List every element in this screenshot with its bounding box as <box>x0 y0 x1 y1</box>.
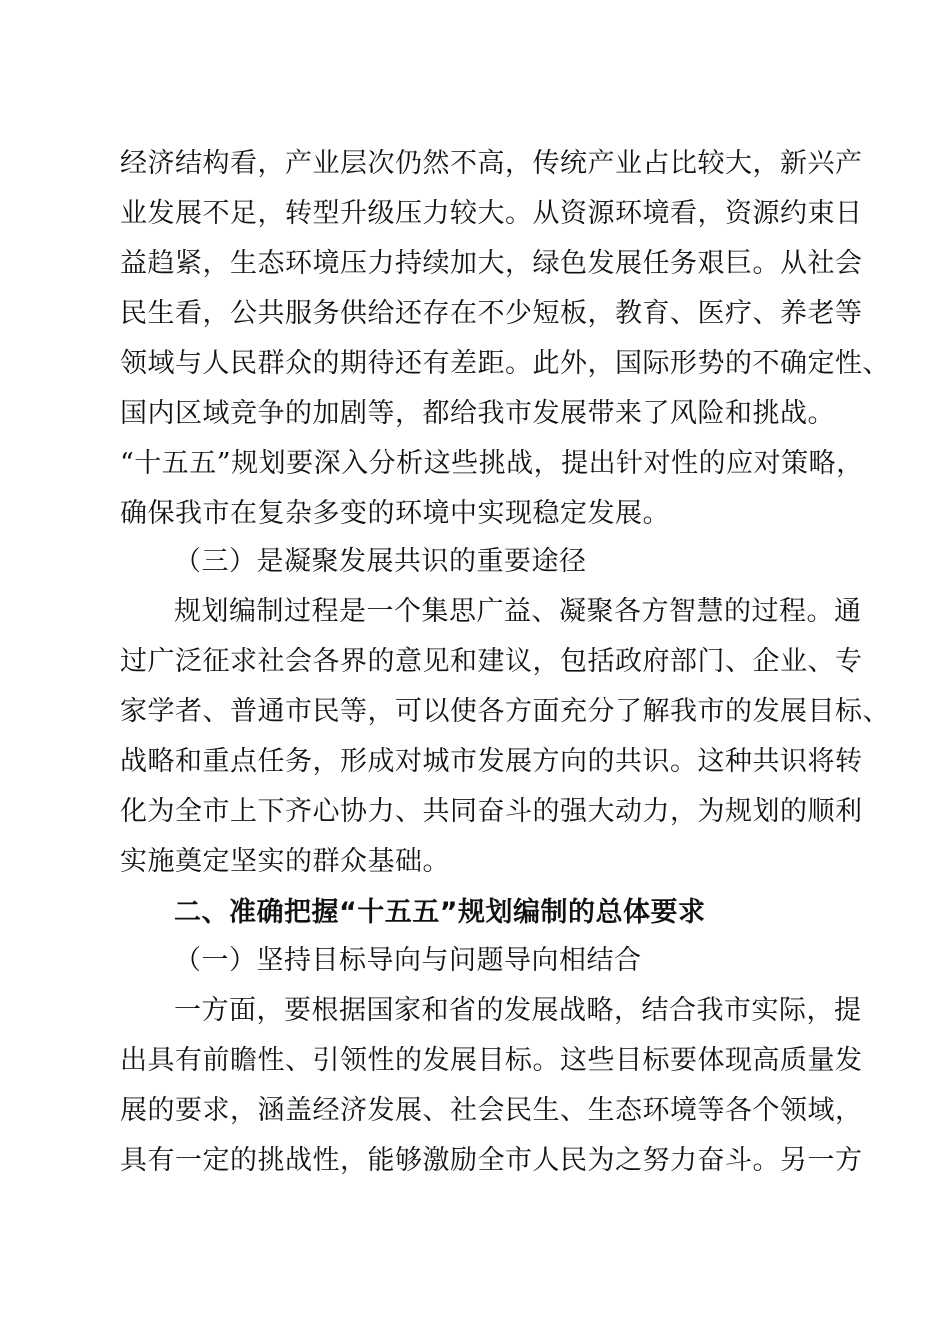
subheading-three: （三）是凝聚发展共识的重要途径 <box>174 546 587 577</box>
paragraph-line: 化为全市上下齐心协力、共同奋斗的强大动力，为规划的顺利 <box>120 796 863 827</box>
paragraph-line: 规划编制过程是一个集思广益、凝聚各方智慧的过程。通 <box>174 596 862 627</box>
paragraph-line: “十五五”规划要深入分析这些挑战，提出针对性的应对策略， <box>120 448 864 479</box>
paragraph-line: 一方面，要根据国家和省的发展战略，结合我市实际，提 <box>174 995 862 1026</box>
paragraph-line: 经济结构看，产业层次仍然不高，传统产业占比较大，新兴产 <box>120 148 863 179</box>
paragraph-line: 过广泛征求社会各界的意见和建议，包括政府部门、企业、专 <box>120 646 863 677</box>
paragraph-line: 业发展不足，转型升级压力较大。从资源环境看，资源约束日 <box>120 198 863 229</box>
paragraph-line: 领域与人民群众的期待还有差距。此外，国际形势的不确定性、 <box>120 348 890 379</box>
paragraph-line: 具有一定的挑战性，能够激励全市人民为之努力奋斗。另一方 <box>120 1145 863 1176</box>
subheading-one: （一）坚持目标导向与问题导向相结合 <box>174 945 642 976</box>
paragraph-line: 民生看，公共服务供给还存在不少短板，教育、医疗、养老等 <box>120 298 863 329</box>
paragraph-line: 展的要求，涵盖经济发展、社会民生、生态环境等各个领域， <box>120 1095 863 1126</box>
section-heading: 二、准确把握“十五五”规划编制的总体要求 <box>174 897 706 928</box>
paragraph-line: 出具有前瞻性、引领性的发展目标。这些目标要体现高质量发 <box>120 1045 863 1076</box>
paragraph-line: 国内区域竞争的加剧等，都给我市发展带来了风险和挑战。 <box>120 398 835 429</box>
paragraph-line: 益趋紧，生态环境压力持续加大，绿色发展任务艰巨。从社会 <box>120 248 863 279</box>
paragraph-line: 战略和重点任务，形成对城市发展方向的共识。这种共识将转 <box>120 746 863 777</box>
paragraph-line: 确保我市在复杂多变的环境中实现稳定发展。 <box>120 498 670 529</box>
paragraph-line: 实施奠定坚实的群众基础。 <box>120 846 450 877</box>
paragraph-line: 家学者、普通市民等，可以使各方面充分了解我市的发展目标、 <box>120 696 890 727</box>
